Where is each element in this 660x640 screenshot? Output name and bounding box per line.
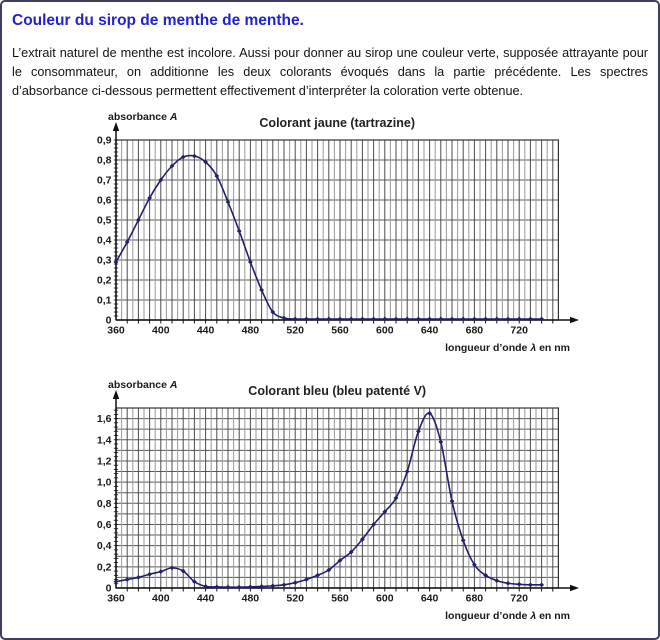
y-tick-label: 0 (105, 314, 112, 327)
data-point (528, 582, 533, 587)
y-tick-label: 1,4 (96, 434, 112, 447)
data-point (237, 229, 242, 234)
data-point (226, 585, 231, 590)
y-tick-label: 0,8 (96, 497, 112, 510)
x-axis-arrow (570, 317, 579, 323)
plot-frame (116, 140, 558, 320)
data-point (147, 572, 152, 577)
x-tick-label: 720 (510, 592, 528, 605)
x-axis-label: longueur d’onde λ en nm (445, 610, 570, 622)
x-tick-label: 720 (510, 324, 528, 337)
y-tick-label: 0,9 (96, 134, 112, 147)
x-tick-label: 400 (152, 324, 170, 337)
intro-paragraph: L’extrait naturel de menthe est incolore. Aussi pour donner au sirop une couleur verte, supposée attrayante pour le consommateur, on additionne les deux colorants évoqués dans la partie précédente. Les spectres d’absorbance ci-dessous permettent effectivement d’interpréter la coloration verte obtenue. (12, 46, 648, 98)
x-tick-label: 520 (286, 324, 304, 337)
y-tick-label: 0,2 (96, 274, 112, 287)
y-tick-label: 0,8 (96, 154, 112, 167)
data-point (539, 582, 544, 587)
data-point (114, 579, 119, 584)
y-axis-label: absorbance A (108, 379, 178, 391)
x-tick-label: 400 (152, 592, 170, 605)
y-tick-label: 0,2 (96, 561, 112, 574)
plot-frame (116, 408, 558, 588)
data-point (259, 288, 264, 293)
x-tick-label: 440 (196, 592, 215, 605)
chart-blue-dye-svg (86, 378, 591, 627)
y-tick-label: 0 (105, 582, 112, 595)
x-tick-label: 480 (241, 324, 260, 337)
data-point (158, 569, 163, 574)
y-tick-label: 1,6 (96, 413, 112, 426)
chart-title: Colorant jaune (tartrazine) (259, 116, 415, 130)
y-axis-arrow (113, 390, 119, 399)
y-tick-label: 0,6 (96, 194, 112, 207)
y-axis-arrow (113, 122, 119, 131)
data-point (461, 538, 466, 543)
x-tick-label: 560 (331, 324, 349, 337)
x-tick-label: 520 (286, 592, 304, 605)
y-tick-label: 1,2 (96, 455, 112, 468)
y-tick-label: 0,5 (96, 214, 112, 227)
y-tick-label: 0,7 (96, 174, 112, 187)
data-point (237, 585, 242, 590)
x-tick-label: 600 (376, 324, 394, 337)
y-tick-label: 0,6 (96, 518, 112, 531)
chart-yellow-dye (86, 110, 658, 359)
chart-yellow-dye-svg (86, 110, 591, 359)
y-tick-label: 0,1 (96, 294, 112, 307)
y-tick-label: 0,4 (96, 234, 112, 247)
y-tick-label: 0,3 (96, 254, 112, 267)
data-point (136, 575, 141, 580)
x-tick-label: 640 (420, 592, 439, 605)
x-tick-label: 680 (465, 592, 484, 605)
x-tick-label: 360 (107, 592, 125, 605)
y-axis-label: absorbance A (108, 111, 178, 123)
x-tick-label: 480 (241, 592, 260, 605)
y-tick-label: 0,4 (96, 540, 112, 553)
data-point (170, 565, 175, 570)
data-point (517, 582, 522, 587)
x-axis-label: longueur d’onde λ en nm (445, 342, 570, 354)
data-point (405, 469, 410, 474)
data-point (494, 578, 499, 583)
data-point (506, 581, 511, 586)
chart-blue-dye (86, 378, 658, 627)
data-point (192, 154, 197, 159)
x-tick-label: 640 (420, 324, 439, 337)
x-tick-label: 360 (107, 324, 125, 337)
x-tick-label: 680 (465, 324, 484, 337)
x-tick-label: 560 (331, 592, 349, 605)
x-tick-label: 440 (196, 324, 215, 337)
x-axis-arrow (570, 585, 579, 591)
page-title: Couleur du sirop de menthe de menthe. (12, 12, 304, 29)
y-tick-label: 1,0 (96, 476, 112, 489)
data-point (293, 580, 298, 585)
data-point (282, 582, 287, 587)
chart-title: Colorant bleu (bleu patenté V) (248, 384, 427, 398)
x-tick-label: 600 (376, 592, 394, 605)
